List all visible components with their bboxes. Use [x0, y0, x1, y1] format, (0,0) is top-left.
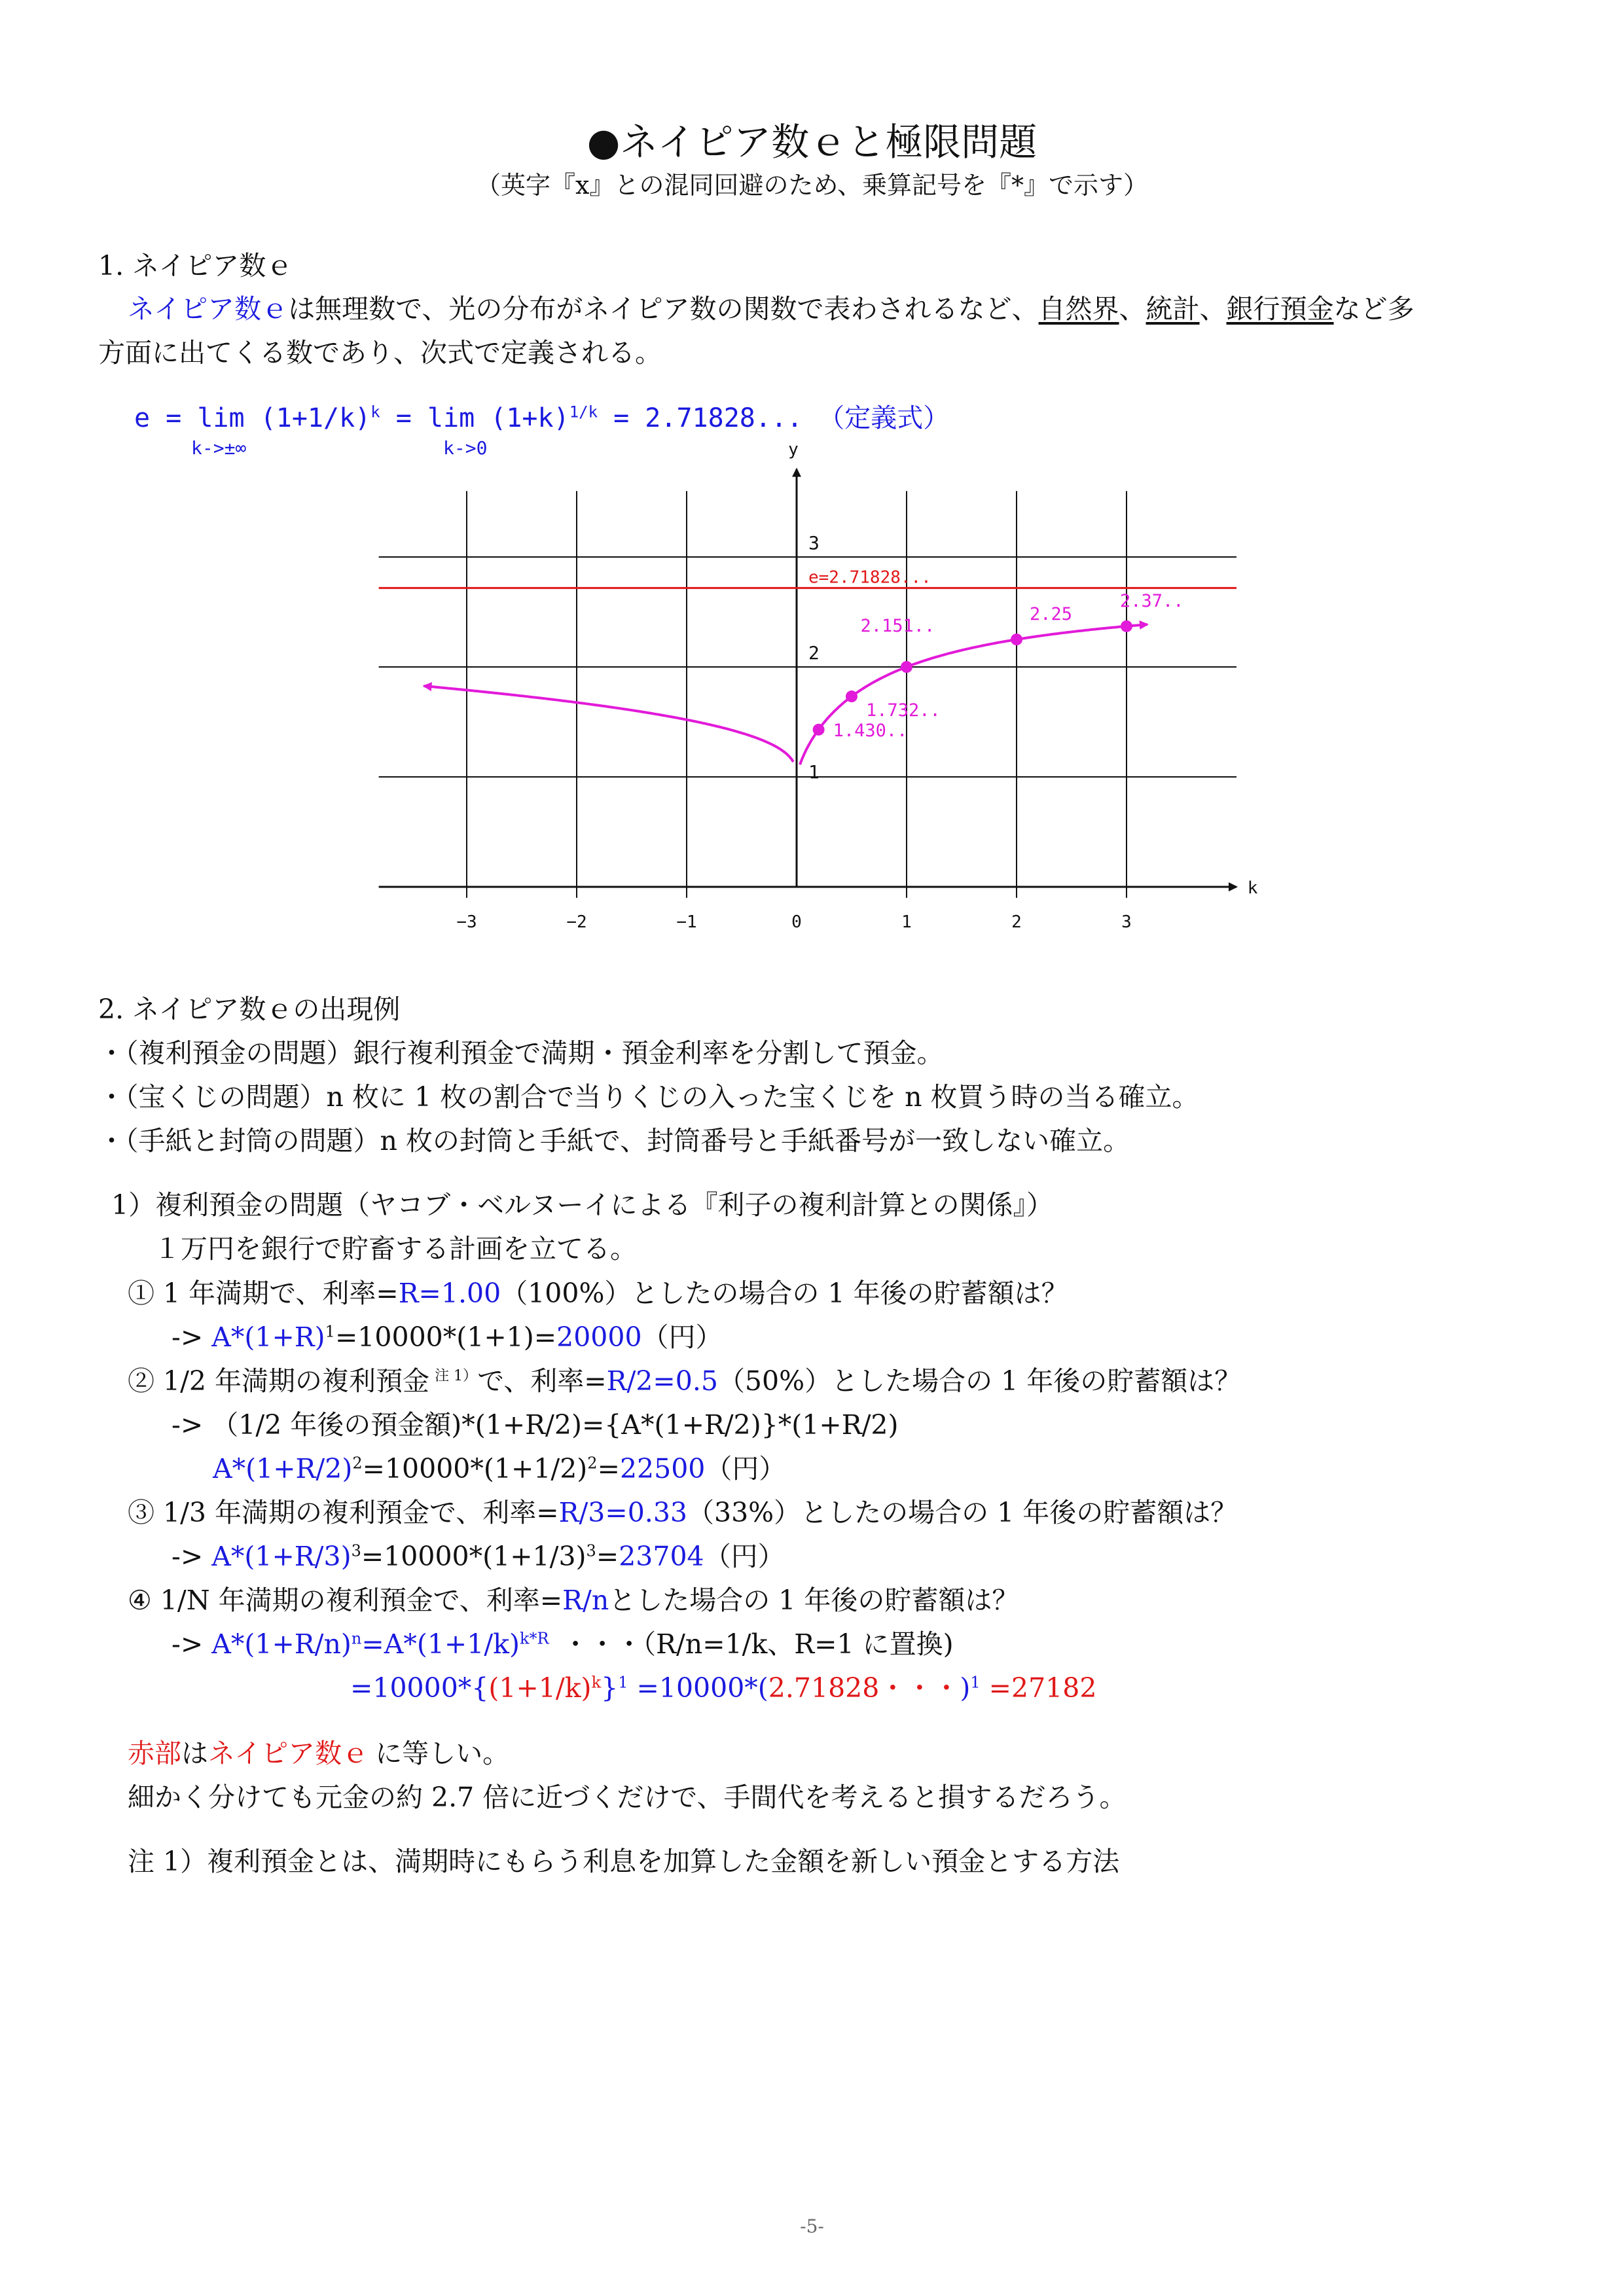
- graph-points: [813, 591, 1184, 741]
- answer-1: -> $A*(1+R)^1=10000*(1+1)=20000$（円）: [171, 1321, 723, 1353]
- conclusion-line2: 細かく分けても元金の約 2.7 倍に近づくだけで、手間代を考えると損するだろう。: [128, 1782, 1127, 1813]
- answer-3: -> $A*(1+R/3)^3=10000*(1+1/3)^3=23704$（円）: [171, 1541, 785, 1572]
- y-tick-label: 2: [808, 642, 820, 664]
- answer-4-line1: -> $A*(1+R/n)^n=A*(1+1/k)^{k*R}$ ・・・（R/n=1/k、R=1 に置換): [171, 1628, 954, 1660]
- data-point: [846, 691, 857, 702]
- limit-subscript-1: k->±∞: [191, 437, 247, 459]
- question-3: ③ 1/3 年満期の複利預金で、利率=R/3=0.33（33%）としたの場合の 1 年後の貯蓄額は？: [128, 1497, 1238, 1528]
- x-tick-label: 2: [1011, 912, 1022, 932]
- footnote-ref: 注 1）: [435, 1368, 478, 1385]
- section-1-heading: 1. ネイピア数ｅ: [98, 250, 293, 281]
- answer-2-line1: -> （1/2 年後の預金額)*(1+R/2)={A*(1+R/2)}*(1+R/2): [171, 1409, 899, 1441]
- x-tick-label: 3: [1121, 912, 1132, 932]
- data-point: [901, 661, 912, 673]
- footnote-1: 注 1）複利預金とは、満期時にもらう利息を加算した金額を新しい預金とする方法: [128, 1846, 1120, 1877]
- graph-tick-labels: [456, 532, 1131, 932]
- answer-2-line2: $A*(1+R/2)^2=10000*(1+1/2)^2=22500$（円）: [213, 1453, 786, 1484]
- x-tick-label: −1: [676, 912, 697, 932]
- example-bullet-1: ・（複利預金の問題）銀行複利預金で満期・預金利率を分割して預金。: [98, 1037, 944, 1069]
- example-bullet-2: ・（宝くじの問題）n 枚に 1 枚の割合で当りくじの入った宝くじを n 枚買う時の当る確立。: [98, 1081, 1199, 1113]
- data-point-label: 1.732..: [866, 700, 941, 721]
- section-1-paragraph-line1: ネイピア数ｅは無理数で、光の分布がネイピア数の関数で表わされるなど、自然界、統計、銀行預金など多: [128, 293, 1415, 325]
- x-tick-label: 0: [791, 912, 802, 932]
- page-title: ●ネイピア数ｅと極限問題: [586, 120, 1038, 164]
- napier-term: ネイピア数ｅ: [128, 293, 289, 325]
- conclusion-line1: 赤部はネイピア数ｅ に等しい。: [128, 1738, 510, 1769]
- x-tick-label: −3: [456, 912, 477, 932]
- data-point-label: 1.430..: [833, 720, 908, 741]
- limit-subscript-2: k->0: [443, 437, 488, 459]
- k-axis-label: k: [1247, 878, 1258, 898]
- compound-interest-heading: 1）複利預金の問題（ヤコブ・ベルヌーイによる『利子の複利計算との関係』）: [111, 1189, 1053, 1221]
- y-tick-label: 1: [808, 761, 820, 783]
- question-1: ① 1 年満期で、利率=R=1.00（100%）としたの場合の 1 年後の貯蓄額は？: [128, 1278, 1068, 1309]
- underline-nature: 自然界: [1038, 293, 1119, 325]
- underline-bank: 銀行預金: [1226, 293, 1334, 325]
- definition-formula: $e = \lim (1+1/k)^k = \lim (1+k)^{1/k} = 2.71828$... （定義式）: [134, 403, 950, 433]
- plan-text: １万円を銀行で貯畜する計画を立てる。: [154, 1233, 637, 1265]
- data-point-label: 2.37..: [1120, 590, 1184, 611]
- question-4: ④ 1/N 年満期の複利預金で、利率=R/nとした場合の 1 年後の貯蓄額は？: [128, 1585, 1019, 1616]
- question-2: ② 1/2 年満期の複利預金 $^{注 1)}$で、利率=R/2=0.5（50%）とした場合の 1 年後の貯蓄額は？: [128, 1365, 1242, 1397]
- page-number: -5-: [800, 2215, 824, 2237]
- data-point-label: 2.151..: [860, 616, 935, 637]
- answer-4-line2: $=10000*\{(1+1/k)^k\}^1 =10000*(2.71828$・・・)$^1$ =27182: [350, 1672, 1097, 1704]
- data-point: [813, 724, 825, 736]
- x-tick-label: 1: [901, 912, 912, 932]
- data-point: [1121, 620, 1132, 632]
- data-point: [1011, 634, 1022, 645]
- y-axis-label: y: [788, 439, 799, 459]
- example-bullet-3: ・（手紙と封筒の問題）n 枚の封筒と手紙で、封筒番号と手紙番号が一致しない確立。: [98, 1125, 1130, 1157]
- graph-curves: [379, 567, 1236, 764]
- curve-negative-k: [424, 686, 794, 762]
- y-tick-label: 3: [808, 532, 820, 554]
- e-line-label: e=2.71828...: [808, 567, 931, 588]
- section-2-heading: 2. ネイピア数ｅの出現例: [98, 994, 401, 1025]
- section-1-paragraph-line2: 方面に出てくる数であり、次式で定義される。: [98, 337, 662, 368]
- page-subtitle: （英字『x』との混同回避のため、乗算記号を『*』で示す）: [476, 171, 1148, 200]
- data-point-label: 2.25: [1030, 604, 1073, 624]
- underline-statistics: 統計: [1146, 293, 1200, 325]
- x-tick-label: −2: [566, 912, 587, 932]
